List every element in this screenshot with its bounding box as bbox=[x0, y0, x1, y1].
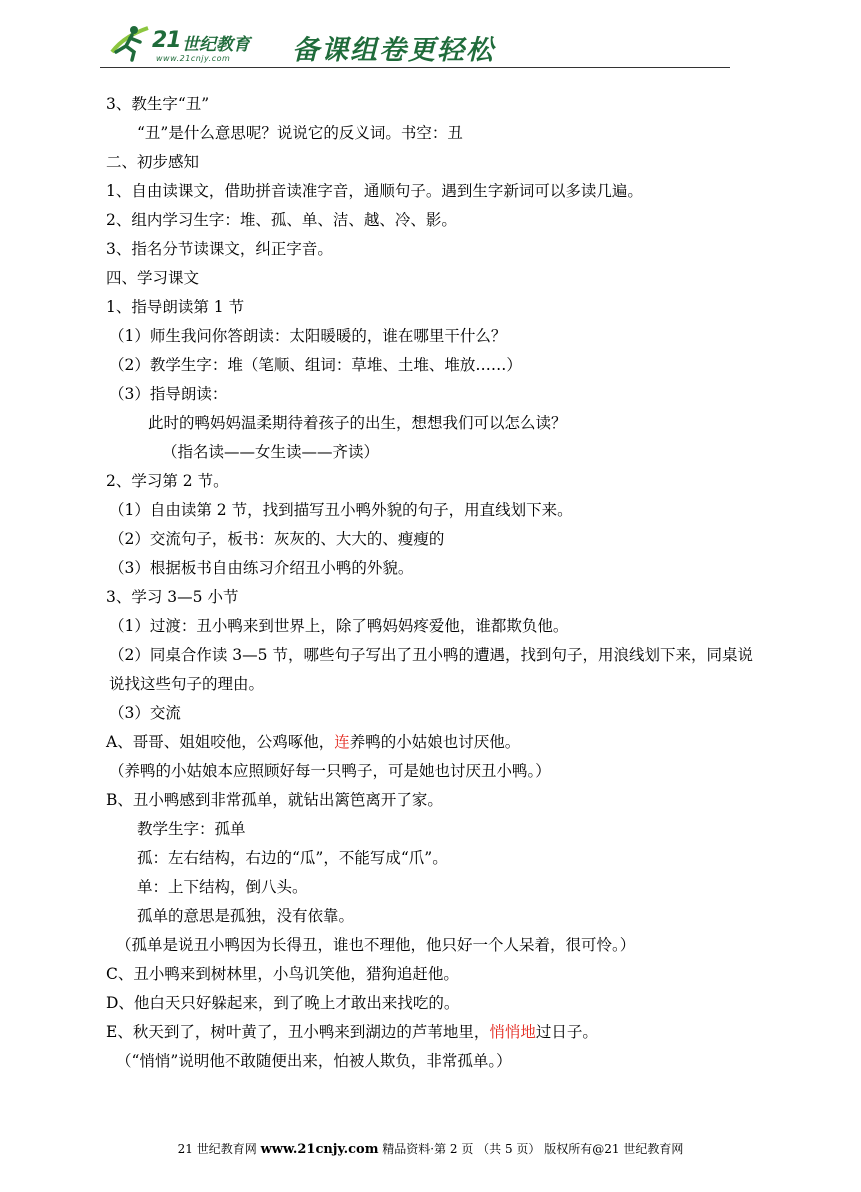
text-line: （3）交流 bbox=[109, 704, 181, 722]
header-slogan: 备课组卷更轻松 bbox=[292, 35, 495, 66]
text-line: （2）同桌合作读 3—5 节，哪些句子写出了丑小鸭的遭遇，找到句子，用浪线划下来，同桌说说找这些句子的理由。 bbox=[109, 646, 753, 693]
text-line: B、丑小鸭感到非常孤单，就钻出篱笆离开了家。 bbox=[106, 791, 443, 809]
text-line: 2、学习第 2 节。 bbox=[106, 472, 229, 490]
text-line: “丑”是什么意思呢？说说它的反义词。书空：丑 bbox=[137, 124, 463, 142]
text-line: 1、自由读课文，借助拼音读准字音，通顺句子。遇到生字新词可以多读几遍。 bbox=[106, 182, 643, 200]
text-line: 孤：左右结构，右边的“瓜”，不能写成“爪”。 bbox=[137, 849, 448, 867]
emphasis-word: 悄悄地 bbox=[489, 1023, 536, 1041]
text-line: （“悄悄”说明他不敢随便出来，怕被人欺负，非常孤单。） bbox=[116, 1052, 512, 1070]
text-line: （1）过渡：丑小鸭来到世界上，除了鸭妈妈疼爱他，谁都欺负他。 bbox=[109, 617, 569, 635]
footer-suffix: 精品资料·第 2 页 （共 5 页） 版权所有@21 世纪教育网 bbox=[378, 1142, 684, 1156]
text-line: （1）自由读第 2 节，找到描写丑小鸭外貌的句子，用直线划下来。 bbox=[109, 501, 573, 519]
text-line: 教学生字：孤单 bbox=[137, 820, 246, 838]
text-line: 单：上下结构，倒八头。 bbox=[137, 878, 308, 896]
text-line: （1）师生我问你答朗读：太阳暖暖的，谁在哪里干什么？ bbox=[109, 327, 507, 345]
text-line: 3、教生字“丑” bbox=[106, 95, 210, 113]
logo-text: 世纪教育 bbox=[182, 35, 250, 55]
text-line bbox=[106, 1018, 766, 1047]
text-segment: A、哥哥、姐姐咬他，公鸡啄他， bbox=[106, 733, 335, 751]
text-line: 此时的鸭妈妈温柔期待着孩子的出生，想想我们可以怎么读？ bbox=[148, 414, 567, 432]
text-segment: E、秋天到了，树叶黄了，丑小鸭来到湖边的芦苇地里， bbox=[106, 1023, 490, 1041]
text-line: （指名读——女生读——齐读） bbox=[162, 443, 380, 461]
section-heading: 二、初步感知 bbox=[106, 153, 200, 171]
document-body bbox=[106, 90, 766, 1076]
text-line bbox=[106, 728, 766, 757]
text-line: 3、指名分节读课文，纠正字音。 bbox=[106, 240, 333, 258]
text-line: （2）教学生字：堆（笔顺、组词：草堆、土堆、堆放……） bbox=[109, 356, 522, 374]
header-divider bbox=[100, 67, 730, 68]
text-line: 2、组内学习生字：堆、孤、单、洁、越、冷、影。 bbox=[106, 211, 457, 229]
text-line: C、丑小鸭来到树林里，小鸟讥笑他，猎狗追赶他。 bbox=[106, 965, 459, 983]
text-line: （3）根据板书自由练习介绍丑小鸭的外貌。 bbox=[109, 559, 414, 577]
footer-site-link: www.21cnjy.com bbox=[260, 1142, 379, 1157]
page-footer bbox=[0, 1140, 861, 1157]
emphasis-word: 连 bbox=[334, 733, 350, 751]
section-heading: 四、学习课文 bbox=[106, 269, 200, 287]
text-line: （孤单是说丑小鸭因为长得丑，谁也不理他，他只好一个人呆着，很可怜。） bbox=[116, 936, 636, 954]
text-line: D、他白天只好躲起来，到了晚上才敢出来找吃的。 bbox=[106, 994, 460, 1012]
text-line: （养鸭的小姑娘本应照顾好每一只鸭子，可是她也讨厌丑小鸭。） bbox=[109, 762, 551, 780]
text-segment: 过日子。 bbox=[535, 1023, 598, 1041]
logo-url: www.21cnjy.com bbox=[156, 54, 231, 63]
text-line: 3、学习 3—5 小节 bbox=[106, 588, 239, 606]
page-header bbox=[100, 18, 730, 70]
text-line: （2）交流句子，板书：灰灰的、大大的、瘦瘦的 bbox=[109, 530, 445, 548]
text-line: （3）指导朗读： bbox=[109, 385, 228, 403]
footer-prefix: 21 世纪教育网 bbox=[177, 1142, 261, 1156]
logo-number: 21 bbox=[152, 28, 181, 53]
text-segment: 养鸭的小姑娘也讨厌他。 bbox=[349, 733, 521, 751]
text-line: 孤单的意思是孤独，没有依靠。 bbox=[137, 907, 355, 925]
runner-logo-icon bbox=[108, 22, 154, 62]
text-line: 1、指导朗读第 1 节 bbox=[106, 298, 245, 316]
